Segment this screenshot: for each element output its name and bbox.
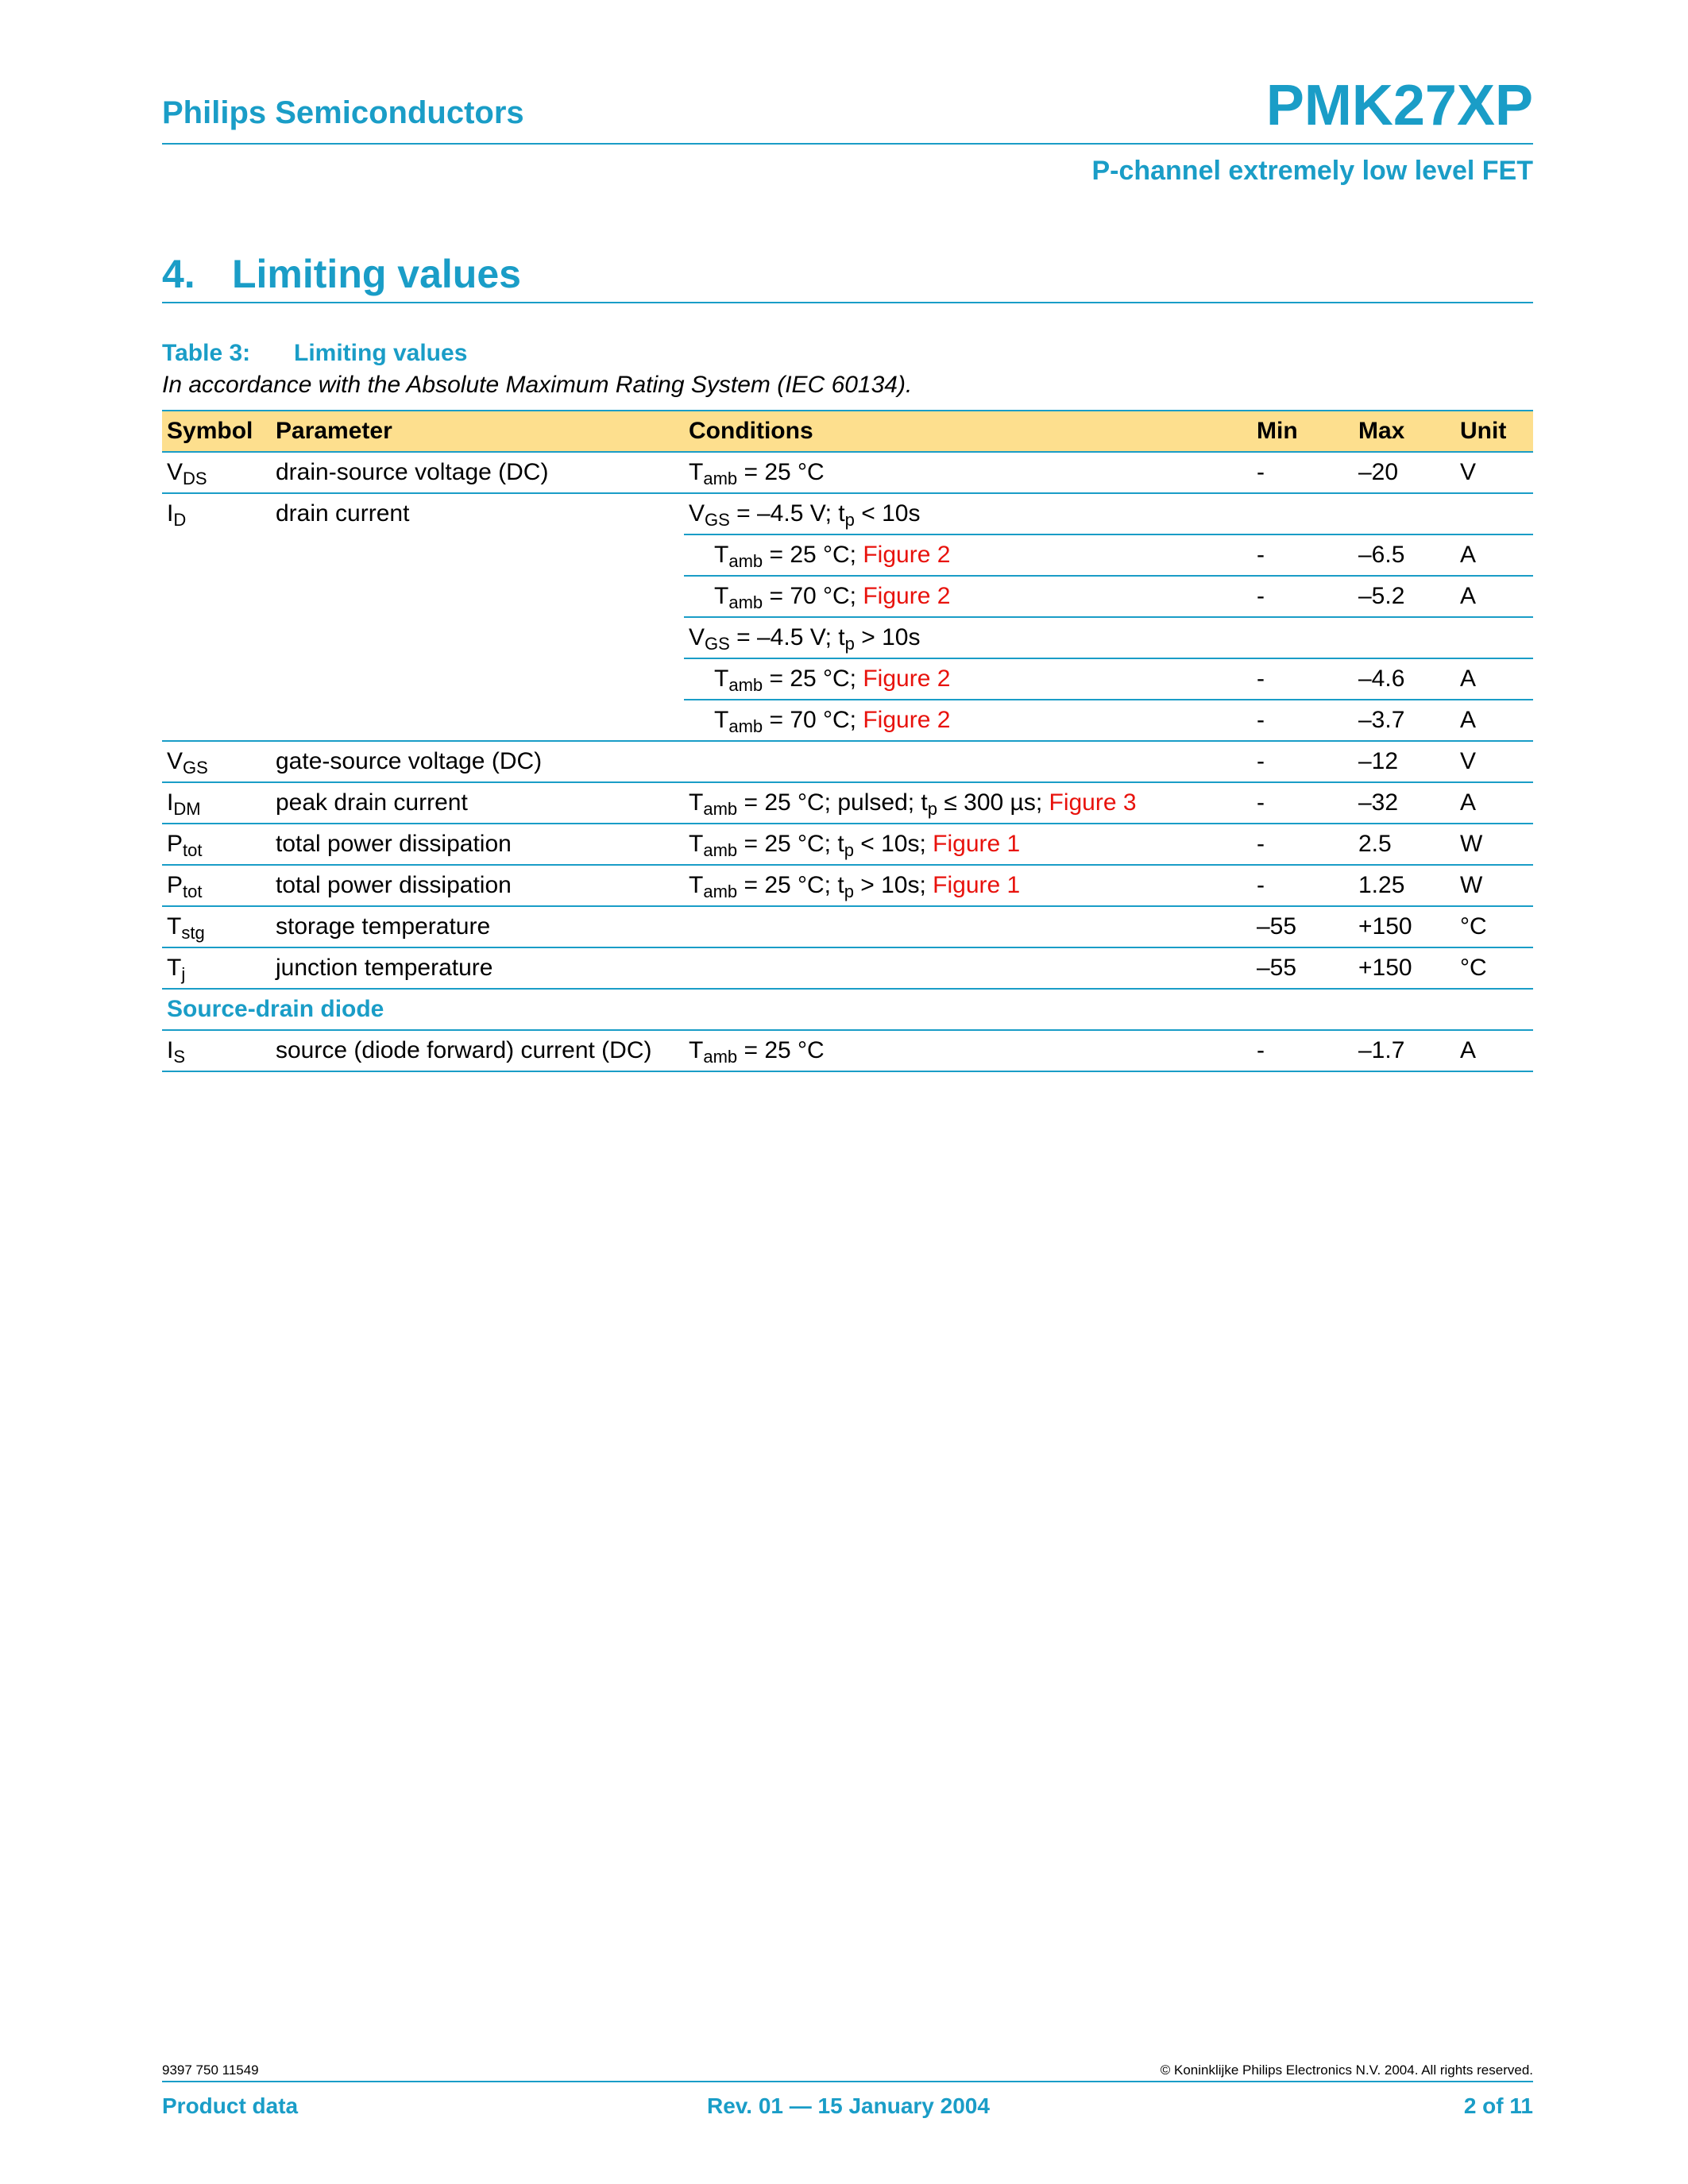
unit-cell: A xyxy=(1455,576,1533,617)
footer-divider xyxy=(162,2081,1533,2082)
conditions-cell: $T_{amb} = 25$ °C xyxy=(684,452,1252,493)
max-cell: –32 xyxy=(1354,782,1455,824)
min-cell: - xyxy=(1252,782,1354,824)
symbol-cell: $V_{GS}$ xyxy=(162,741,271,782)
unit-cell: A xyxy=(1455,700,1533,741)
col-header-min: Min xyxy=(1252,411,1354,452)
parameter-cell: source (diode forward) current (DC) xyxy=(271,1030,684,1071)
revision-info: Rev. 01 — 15 January 2004 xyxy=(707,2093,990,2118)
conditions-cell: $T_{amb} = 25$ °C; Figure 2 xyxy=(684,658,1252,700)
table-row xyxy=(162,741,1533,782)
max-cell: –12 xyxy=(1354,741,1455,782)
unit-cell: A xyxy=(1455,782,1533,824)
unit-cell: W xyxy=(1455,824,1533,865)
symbol-cell: $I_{DM}$ xyxy=(162,782,271,824)
min-cell: - xyxy=(1252,741,1354,782)
header-divider xyxy=(162,143,1533,145)
max-cell: –5.2 xyxy=(1354,576,1455,617)
conditions-cell: $T_{amb} = 70$ °C; Figure 2 xyxy=(684,576,1252,617)
conditions-cell: $V_{GS} = -4.5$ V; $t_p > 10s$ xyxy=(684,617,1252,658)
figure-link[interactable]: Figure 1 xyxy=(933,872,1021,898)
page-number: 2 of 11 xyxy=(1463,2093,1533,2118)
unit-cell xyxy=(1455,493,1533,534)
conditions-cell: $T_{amb} = 25$ °C; $t_p > 10s$; Figure 1 xyxy=(684,865,1252,906)
symbol-cell: $P_{tot}$ xyxy=(162,865,271,906)
min-cell: - xyxy=(1252,865,1354,906)
unit-cell: A xyxy=(1455,1030,1533,1071)
table-row xyxy=(162,947,1533,989)
parameter-cell: storage temperature xyxy=(271,906,684,947)
symbol-cell: $I_S$ xyxy=(162,1030,271,1071)
table-row xyxy=(162,824,1533,865)
col-header-max: Max xyxy=(1354,411,1455,452)
unit-cell: V xyxy=(1455,452,1533,493)
section-number: 4. xyxy=(162,252,195,296)
min-cell: –55 xyxy=(1252,947,1354,989)
max-cell: 1.25 xyxy=(1354,865,1455,906)
unit-cell: A xyxy=(1455,534,1533,576)
symbol-cell: $V_{DS}$ xyxy=(162,452,271,493)
symbol-cell: $T_j$ xyxy=(162,947,271,989)
section-title-text: Limiting values xyxy=(232,252,521,296)
min-cell: –55 xyxy=(1252,906,1354,947)
table-caption-title: Limiting values xyxy=(294,340,468,366)
max-cell: +150 xyxy=(1354,906,1455,947)
unit-cell: °C xyxy=(1455,947,1533,989)
unit-cell xyxy=(1455,617,1533,658)
min-cell xyxy=(1252,617,1354,658)
table-row xyxy=(162,865,1533,906)
symbol-cell: $T_{stg}$ xyxy=(162,906,271,947)
figure-link[interactable]: Figure 1 xyxy=(933,831,1021,857)
min-cell: - xyxy=(1252,576,1354,617)
table-row xyxy=(162,906,1533,947)
section-divider xyxy=(162,302,1533,303)
max-cell xyxy=(1354,493,1455,534)
unit-cell: V xyxy=(1455,741,1533,782)
conditions-cell: $V_{GS} = -4.5$ V; $t_p < 10s$ xyxy=(684,493,1252,534)
col-header-unit: Unit xyxy=(1455,411,1533,452)
table-header-row xyxy=(162,411,1533,452)
parameter-cell: drain-source voltage (DC) xyxy=(271,452,684,493)
max-cell: –1.7 xyxy=(1354,1030,1455,1071)
max-cell: 2.5 xyxy=(1354,824,1455,865)
min-cell: - xyxy=(1252,1030,1354,1071)
product-subtitle: P-channel extremely low level FET xyxy=(1091,156,1533,186)
document-status: Product data xyxy=(162,2093,299,2118)
parameter-cell: peak drain current xyxy=(271,782,684,824)
part-number: PMK27XP xyxy=(1265,74,1533,137)
col-header-conditions: Conditions xyxy=(684,411,1252,452)
figure-link[interactable]: Figure 2 xyxy=(863,707,951,733)
table-row xyxy=(162,782,1533,824)
max-cell: –20 xyxy=(1354,452,1455,493)
min-cell xyxy=(1252,493,1354,534)
conditions-cell xyxy=(684,906,1252,947)
conditions-cell xyxy=(684,947,1252,989)
table-caption-label: Table 3: xyxy=(162,340,251,366)
max-cell: –4.6 xyxy=(1354,658,1455,700)
min-cell: - xyxy=(1252,700,1354,741)
subsection-title: Source-drain diode xyxy=(162,989,1533,1030)
max-cell: –6.5 xyxy=(1354,534,1455,576)
parameter-cell: total power dissipation xyxy=(271,824,684,865)
min-cell: - xyxy=(1252,824,1354,865)
parameter-cell: junction temperature xyxy=(271,947,684,989)
unit-cell: °C xyxy=(1455,906,1533,947)
max-cell: –3.7 xyxy=(1354,700,1455,741)
section-title xyxy=(162,251,521,297)
conditions-cell xyxy=(684,741,1252,782)
limiting-values-table xyxy=(162,410,1533,1072)
figure-link[interactable]: Figure 3 xyxy=(1049,789,1137,816)
copyright-notice: © Koninklijke Philips Electronics N.V. 2004. All rights reserved. xyxy=(1160,2062,1533,2078)
subsection-row xyxy=(162,989,1533,1030)
max-cell xyxy=(1354,617,1455,658)
conditions-cell: $T_{amb} = 25$ °C; $t_p < 10s$; Figure 1 xyxy=(684,824,1252,865)
symbol-cell: $P_{tot}$ xyxy=(162,824,271,865)
unit-cell: A xyxy=(1455,658,1533,700)
symbol-cell: $I_D$ xyxy=(162,493,271,741)
min-cell: - xyxy=(1252,658,1354,700)
max-cell: +150 xyxy=(1354,947,1455,989)
col-header-parameter: Parameter xyxy=(271,411,684,452)
company-name: Philips Semiconductors xyxy=(162,95,524,130)
conditions-cell: $T_{amb} = 70$ °C; Figure 2 xyxy=(684,700,1252,741)
figure-link[interactable]: Figure 2 xyxy=(863,583,951,609)
unit-cell: W xyxy=(1455,865,1533,906)
figure-link[interactable]: Figure 2 xyxy=(863,542,951,568)
figure-link[interactable]: Figure 2 xyxy=(863,666,951,692)
parameter-cell: drain current xyxy=(271,493,684,741)
min-cell: - xyxy=(1252,452,1354,493)
conditions-cell: $T_{amb} = 25$ °C xyxy=(684,1030,1252,1071)
col-header-symbol: Symbol xyxy=(162,411,271,452)
table-row xyxy=(162,493,1533,534)
table-row xyxy=(162,452,1533,493)
table-caption xyxy=(162,340,467,367)
parameter-cell: gate-source voltage (DC) xyxy=(271,741,684,782)
conditions-cell: $T_{amb} = 25$ °C; Figure 2 xyxy=(684,534,1252,576)
table-caption-note: In accordance with the Absolute Maximum Rating System (IEC 60134). xyxy=(162,372,913,398)
document-code: 9397 750 11549 xyxy=(162,2062,259,2078)
parameter-cell: total power dissipation xyxy=(271,865,684,906)
min-cell: - xyxy=(1252,534,1354,576)
table-row xyxy=(162,1030,1533,1071)
conditions-cell: $T_{amb} = 25$ °C; pulsed; $t_p \le 300$ µs; Figure 3 xyxy=(684,782,1252,824)
